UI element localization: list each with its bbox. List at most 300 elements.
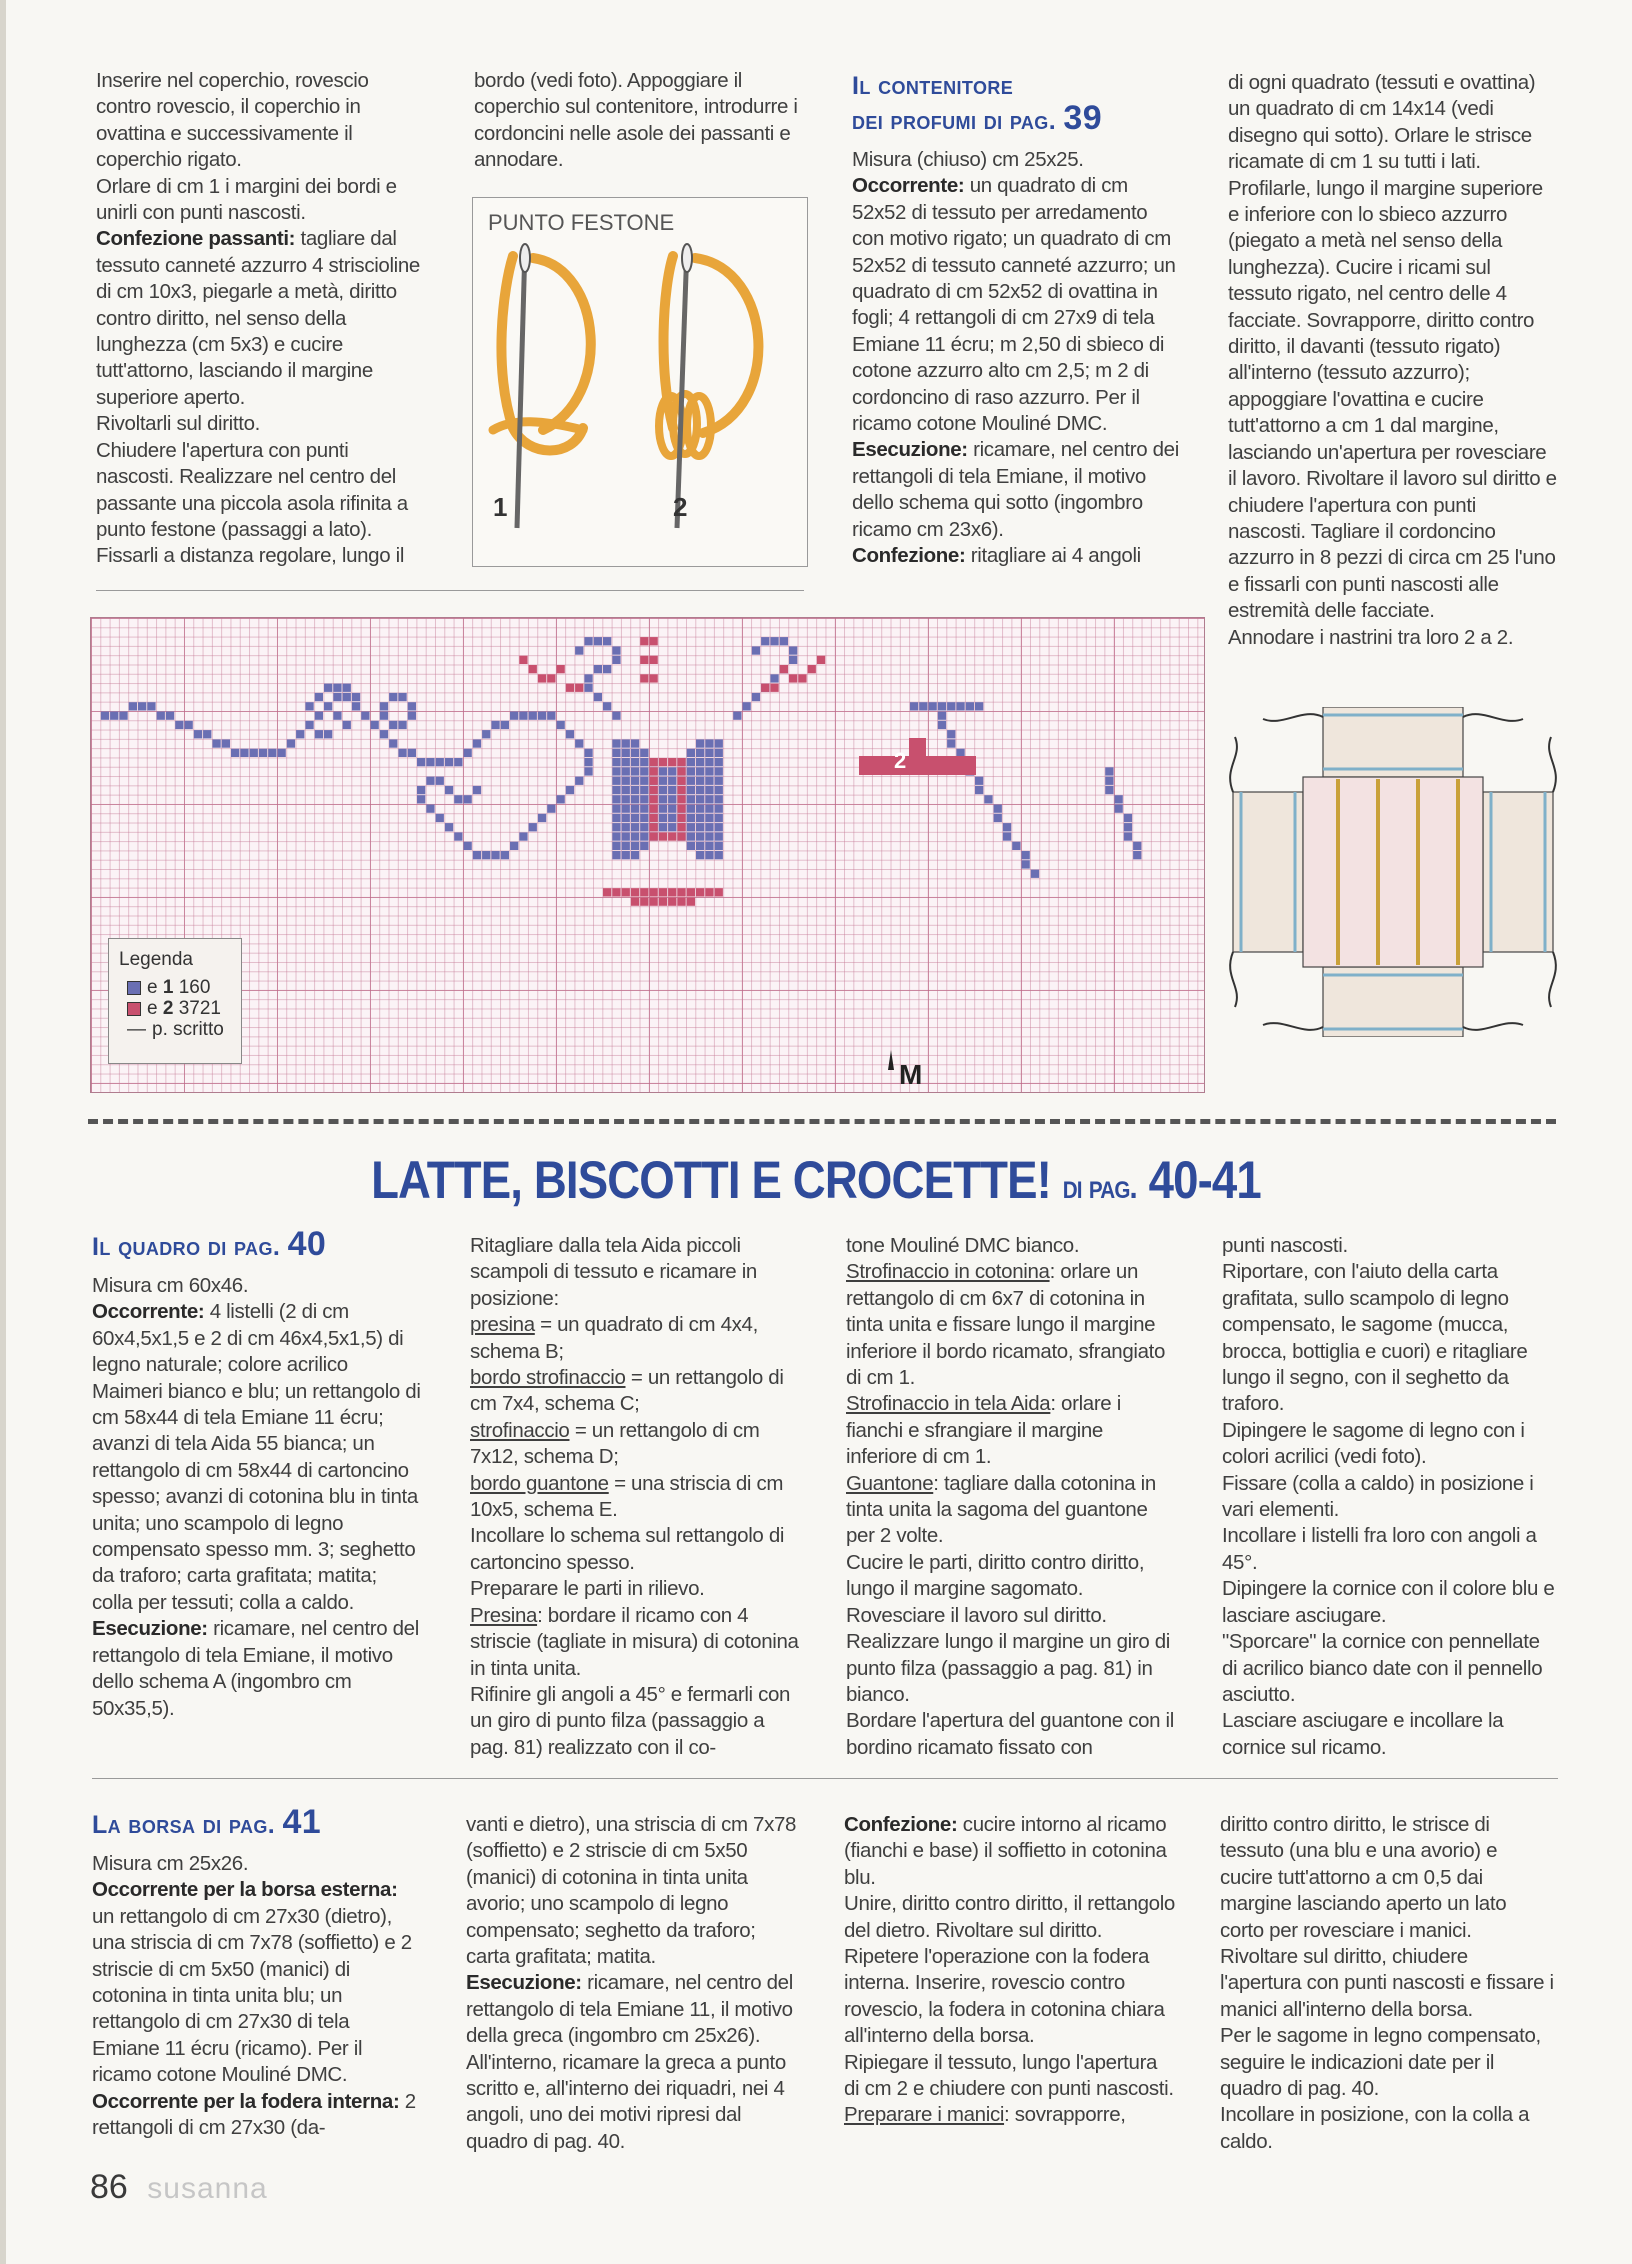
stitch-mark (770, 637, 778, 645)
stitch-mark (770, 684, 778, 692)
stitch-mark (445, 786, 453, 794)
stitch-mark (752, 646, 760, 654)
text: un quadrato di cm 52x52 di tessuto per arredamento con motivo rigato; un quadrato di cm 52x52 di tessuto canneté azzurro; un quadrato di cm 52x52 di ovattina in fogli; 4 rettangoli di cm 27x9 di tela Emiane 11 écru; m 2,50 di sbieco di cotone azzurro alto cm 2,5; m 2 di cordoncino di raso azzurro. Per il ricamo cotone Mouliné DMC. (852, 174, 1176, 436)
stitch-mark (705, 814, 713, 822)
stitch-mark (743, 702, 751, 710)
stitch-mark (566, 730, 574, 738)
stitch-mark (696, 767, 704, 775)
stitch-mark (677, 805, 685, 813)
stitch-mark (491, 721, 499, 729)
stitch-mark (584, 684, 592, 692)
paragraph: Lasciare asciugare e incollare la cornice sul ricamo. (1222, 1709, 1504, 1759)
legend (108, 938, 242, 1064)
stitch-mark (929, 702, 937, 710)
stitch-mark (584, 637, 592, 645)
stitch-mark (333, 712, 341, 720)
stitch-mark (315, 730, 323, 738)
stitch-mark (696, 823, 704, 831)
stitch-mark (789, 646, 797, 654)
stitch-mark (752, 693, 760, 701)
stitch-mark (715, 786, 723, 794)
stitch-mark (622, 814, 630, 822)
paragraph: Chiudere l'apertura con punti nascosti. Realizzare nel centro del passante una piccola asola rifinita a punto festone (passaggi a lato). Fissarli a distanza regolare, lungo il (96, 438, 408, 568)
stitch-mark (622, 767, 630, 775)
stitch-mark (594, 665, 602, 673)
list-item (470, 1471, 800, 1524)
paragraph: Incollare i listelli fra loro con angoli a 45°. (1222, 1524, 1537, 1574)
stitch-mark (631, 758, 639, 766)
stitch-mark (640, 814, 648, 822)
stitch-mark (343, 693, 351, 701)
stitch-mark (687, 758, 695, 766)
stitch-mark (677, 898, 685, 906)
text: cucire intorno al ricamo (fianchi e base) il soffietto in cotonina blu. (844, 1813, 1167, 1889)
page-footer (90, 2168, 268, 2207)
stitch-mark (557, 721, 565, 729)
stitch-mark (705, 842, 713, 850)
text: 4 listelli (2 di cm 60x4,5x1,5 e 2 di cm 46x4,5x1,5) di legno naturale; colore acrilico Maimeri bianco e blu; un rettangolo di cm 58x44 di tela Emiane 11 écru; avanzi di tela Aida 55 bianca; un rettangolo di cm 58x44 di cartoncino spesso; avanzi di cotonina blu in tinta unita; uno scampolo di legno compensato spesso mm. 3; seghetto da traforo; carta grafitata; matita; colla per tessuti; colla a caldo. (92, 1300, 421, 1614)
stitch-mark (482, 730, 490, 738)
stitch-mark (705, 832, 713, 840)
heading-line: Il quadro di pag. (92, 1233, 281, 1261)
stitch-mark (454, 758, 462, 766)
stitch-mark (1105, 777, 1113, 785)
paragraph (96, 226, 426, 411)
paragraph: Inserire nel coperchio, rovescio contro rovescio, il coperchio in ovattina e successivamente il coperchio rigato. (96, 69, 369, 172)
stitch-mark (622, 786, 630, 794)
stitch-mark (612, 823, 620, 831)
stitch-mark (715, 749, 723, 757)
paragraph (844, 1812, 1176, 1891)
punto-festone-diagram (472, 197, 808, 567)
stitch-mark (612, 851, 620, 859)
stitch-mark (398, 749, 406, 757)
stitch-mark (687, 786, 695, 794)
stitch-mark (677, 832, 685, 840)
stitch-mark (640, 749, 648, 757)
stitch-mark (659, 805, 667, 813)
page-number: 86 (90, 2168, 128, 2206)
paragraph: Unire, diritto contro diritto, il rettangolo del dietro. Rivoltare sul diritto. (844, 1892, 1175, 1942)
label: Esecuzione: (466, 1971, 582, 1995)
paragraph: Preparare le parti in rilievo. (470, 1577, 705, 1601)
paragraph (852, 173, 1182, 437)
stitch-mark (659, 795, 667, 803)
section-heading (92, 1803, 422, 1841)
paragraph (92, 2089, 422, 2142)
item-name: bordo strofinaccio (470, 1366, 626, 1390)
item-text: = una striscia di cm 10x5, schema E. (470, 1471, 784, 1522)
stitch-mark (650, 758, 658, 766)
stitch-mark (696, 758, 704, 766)
stitch-mark (696, 888, 704, 896)
stitch-mark (677, 786, 685, 794)
stitch-mark (631, 842, 639, 850)
paragraph (92, 1616, 422, 1722)
stitch-mark (947, 730, 955, 738)
stitch-mark (715, 805, 723, 813)
festone-illustration (473, 198, 807, 566)
stitch-mark (547, 674, 555, 682)
page-title (114, 1150, 1518, 1211)
stitch-mark (305, 721, 313, 729)
stitch-mark (333, 693, 341, 701)
paragraph: Annodare i nastrini tra loro 2 a 2. (1228, 625, 1514, 649)
legend-num: 1 (162, 976, 174, 998)
stitch-mark (677, 767, 685, 775)
stitch-mark (622, 739, 630, 747)
blue-swatch-icon (127, 981, 141, 995)
stitch-mark (668, 805, 676, 813)
stitch-mark (687, 898, 695, 906)
text: un rettangolo di cm 27x30 (dietro), una striscia di cm 7x78 (soffietto) e 2 striscie di cm 5x50 (manici) di cotonina in tinta unita blu; un rettangolo di cm 27x30 di tela Emiane 11 écru (ricamo). Per il ricamo cotone Mouliné DMC. (92, 1904, 412, 2087)
paragraph: Ripiegare il tessuto, lungo l'apertura di cm 2 e chiudere con punti nascosti. (844, 2050, 1174, 2101)
stitch-mark (705, 739, 713, 747)
stitch-mark (612, 888, 620, 896)
stitch-mark (212, 739, 220, 747)
stitch-mark (110, 712, 118, 720)
stitch-mark (780, 637, 788, 645)
stitch-mark (789, 656, 797, 664)
page-ref: 40 (287, 1225, 327, 1263)
stitch-mark (1105, 767, 1113, 775)
stitch-mark (789, 674, 797, 682)
stitch-mark (696, 786, 704, 794)
paragraph (844, 2102, 1176, 2128)
stitch-mark (966, 702, 974, 710)
stitch-mark (501, 851, 509, 859)
stitch-mark (640, 777, 648, 785)
stitch-mark (650, 674, 658, 682)
text: ricamare, nel centro dei rettangoli di tela Emiane, il motivo dello schema qui sotto (ingombro ricamo cm 23x6). (852, 438, 1179, 541)
list-item (470, 1418, 800, 1471)
list-item (470, 1365, 800, 1418)
stitch-mark (584, 758, 592, 766)
stitch-mark (696, 805, 704, 813)
stitch-mark (677, 823, 685, 831)
stitch-mark (1022, 860, 1030, 868)
label: Occorrente: (852, 174, 965, 198)
stitch-mark (677, 758, 685, 766)
paragraph: Dipingere la cornice con il colore blu e lasciare asciugare. (1222, 1577, 1555, 1627)
stitch-mark (705, 777, 713, 785)
paragraph (92, 1299, 422, 1616)
paragraph: Incollare in posizione, con la colla a caldo. (1220, 2103, 1530, 2153)
stitch-mark (770, 674, 778, 682)
legend-prefix: e (147, 976, 158, 998)
paragraph (852, 543, 1182, 569)
item-text: : sovrapporre, (1004, 2103, 1126, 2127)
stitch-mark (640, 656, 648, 664)
stitch-mark (715, 851, 723, 859)
stitch-mark (603, 888, 611, 896)
stitch-mark (808, 665, 816, 673)
stitch-mark (668, 758, 676, 766)
stitch-mark (798, 674, 806, 682)
stitch-mark (687, 795, 695, 803)
stitch-mark (631, 777, 639, 785)
label: Esecuzione: (92, 1617, 208, 1641)
quadro-column-2 (470, 1233, 800, 1761)
stitch-mark (715, 814, 723, 822)
stitch-mark (119, 712, 127, 720)
stitch-mark (1012, 842, 1020, 850)
stitch-mark (1105, 786, 1113, 794)
stitch-mark (640, 786, 648, 794)
stitch-mark (975, 777, 983, 785)
stitch-mark (612, 656, 620, 664)
legend-item (127, 977, 241, 998)
stitch-mark (612, 786, 620, 794)
stitch-mark (640, 767, 648, 775)
list-item (470, 1312, 800, 1365)
stitch-mark (426, 758, 434, 766)
label: Confezione passanti: (96, 227, 296, 251)
magazine-brand: susanna (147, 2172, 268, 2205)
blue-stitches (101, 637, 1142, 878)
stitch-mark (705, 749, 713, 757)
stitch-mark (566, 786, 574, 794)
stitch-mark (650, 637, 658, 645)
stitch-mark (687, 832, 695, 840)
legend-title: Legenda (119, 949, 193, 970)
item-text: : bordare il ricamo con 4 striscie (tagliate in misura) di cotonina in tinta unita. (470, 1603, 799, 1680)
stitch-mark (194, 730, 202, 738)
stitch-mark (324, 702, 332, 710)
stitch-mark (594, 637, 602, 645)
stitch-mark (622, 795, 630, 803)
stitch-mark (705, 888, 713, 896)
stitch-mark (380, 702, 388, 710)
stitch-mark (612, 805, 620, 813)
page-ref: 41 (282, 1803, 322, 1841)
text: ricamare, nel centro del rettangolo di tela Emiane, il motivo dello schema A (ingombro cm 50x35,5). (92, 1617, 419, 1720)
stitch-mark (101, 712, 109, 720)
stitch-mark (333, 684, 341, 692)
paragraph: Rovesciare il lavoro sul diritto. (846, 1603, 1107, 1627)
text: tagliare dal tessuto canneté azzurro 4 striscioline di cm 10x3, piegarle a metà, diritto contro diritto, nel senso della lunghezza (cm 5x3) e cucire tutt'attorno, lasciando il margine superiore aperto. (96, 227, 420, 409)
needle-icon (517, 244, 530, 528)
stitch-mark (380, 712, 388, 720)
stitch-mark (519, 712, 527, 720)
stitch-mark (668, 814, 676, 822)
stitch-mark (715, 842, 723, 850)
stitch-mark (398, 721, 406, 729)
stitch-mark (436, 758, 444, 766)
paragraph: bordo (vedi foto). Appoggiare il coperchio sul contenitore, introdurre i cordoncini nelle asole dei passanti e annodare. (474, 69, 798, 172)
center-label: 2 (894, 748, 907, 773)
top-column-2 (474, 68, 804, 174)
heading-line: dei profumi di pag. (852, 107, 1057, 135)
stitch-mark (705, 786, 713, 794)
step-number: 2 (673, 492, 688, 522)
stitch-mark (622, 805, 630, 813)
stitch-mark (185, 721, 193, 729)
stitch-mark (408, 712, 416, 720)
page-ref: 39 (1063, 99, 1103, 137)
stitch-mark (371, 721, 379, 729)
stitch-mark (473, 786, 481, 794)
stitch-mark (538, 674, 546, 682)
stitch-mark (622, 777, 630, 785)
stitch-mark (436, 777, 444, 785)
stitch-mark (659, 823, 667, 831)
paragraph: Rifinire gli angoli a 45° e fermarli con un giro di punto filza (passaggio a pag. 81) realizzato con il co- (470, 1682, 791, 1759)
item-name: Presina (470, 1603, 538, 1627)
stitch-mark (612, 842, 620, 850)
paragraph: Orlare di cm 1 i margini dei bordi e unirli con punti nascosti. (96, 174, 397, 225)
stitch-mark (947, 739, 955, 747)
stitch-mark (175, 721, 183, 729)
divider (96, 590, 804, 591)
stitch-mark (938, 702, 946, 710)
stitch-mark (659, 777, 667, 785)
stitch-mark (687, 777, 695, 785)
stitch-mark (687, 842, 695, 850)
section-heading (852, 70, 1182, 137)
stitch-mark (584, 767, 592, 775)
divider (92, 1778, 1558, 1779)
stitch-mark (640, 805, 648, 813)
stitch-mark (491, 851, 499, 859)
stitch-mark (631, 851, 639, 859)
item-text: : orlare un rettangolo di cm 6x7 di cotonina in tinta unita e fissare lungo il margine inferiore il bordo ricamato, sfrangiato di cm 1. (846, 1260, 1166, 1390)
item-name: Strofinaccio in tela Aida (846, 1392, 1051, 1416)
heading-line: Il contenitore (852, 72, 1014, 100)
stitch-mark (984, 795, 992, 803)
paragraph: Misura cm 25x26. (92, 1852, 249, 1875)
stitch-mark (705, 805, 713, 813)
stitch-mark (668, 832, 676, 840)
stitch-mark (231, 749, 239, 757)
stitch-mark (677, 777, 685, 785)
stitch-mark (733, 712, 741, 720)
stitch-mark (352, 693, 360, 701)
stitch-mark (668, 786, 676, 794)
stitch-mark (1003, 832, 1011, 840)
stitch-mark (696, 832, 704, 840)
stitch-mark (436, 814, 444, 822)
section-heading (92, 1225, 422, 1263)
stitch-mark (324, 684, 332, 692)
paragraph: di ogni quadrato (tessuti e ovattina) un quadrato di cm 14x14 (vedi disegno qui sotto). Orlare le strisce ricamate di cm 1 su tutti i lati. Profilarle, lungo il margine superiore e inferiore con lo sbieco azzurro (piegato a metà nel senso della lunghezza). Cucire i ricami sul tessuto rigato, nel centro delle 4 facciate. Sovrapporre, diritto contro diritto, il davanti (tessuto rigato) all'interno (tessuto azzurro); appoggiare l'ovattina e cucire tutt'attorno a cm 1 dal margine, lasciando un'apertura per rovesciare il lavoro. Rivoltare il lavoro sul diritto e chiudere l'apertura con punti nascosti. Tagliare il cordoncino azzurro in 8 pezzi di circa cm 25 l'uno e fissarli con punti nascosti alle estremità delle facciate. (1228, 71, 1557, 623)
section-separator (88, 1119, 1556, 1124)
item-text: : tagliare dalla cotonina in tinta unita la sagoma del guantone per 2 volte. (846, 1471, 1156, 1548)
stitch-mark (631, 749, 639, 757)
stitch-mark (1133, 851, 1141, 859)
stitch-mark (389, 721, 397, 729)
stitch-mark (659, 786, 667, 794)
stitch-mark (408, 749, 416, 757)
stitch-mark (138, 702, 146, 710)
stitch-mark (380, 730, 388, 738)
stitch-mark (603, 637, 611, 645)
legend-num: 2 (162, 997, 174, 1019)
stitch-mark (631, 832, 639, 840)
step-number: 1 (493, 492, 508, 522)
stitch-mark (594, 693, 602, 701)
legend-code: p. scritto (152, 1018, 224, 1040)
stitch-mark (612, 758, 620, 766)
stitch-mark (715, 823, 723, 831)
box-net-diagram (1223, 707, 1563, 1037)
legend-prefix: e (147, 997, 158, 1019)
stitch-mark (668, 888, 676, 896)
stitch-mark (464, 795, 472, 803)
stitch-mark (956, 702, 964, 710)
stitch-mark (780, 665, 788, 673)
stitch-mark (938, 721, 946, 729)
stitch-mark (677, 814, 685, 822)
stitch-mark (640, 898, 648, 906)
paragraph (846, 1391, 1178, 1470)
title-suffix: di pag. (1062, 1168, 1137, 1206)
top-column-3 (852, 70, 1182, 570)
stitch-mark (696, 739, 704, 747)
stitch-mark (147, 702, 155, 710)
stitch-mark (687, 749, 695, 757)
text: ricamare, nel centro del rettangolo di tela Emiane 11, il motivo della greca (ingombro cm 25x26). All'interno, ricamare la greca a punto scritto e, all'interno dei riquadri, nei 4 angoli, uno dei motivi ripresi dal quadro di pag. 40. (466, 1971, 793, 2153)
stitch-mark (501, 721, 509, 729)
stitch-mark (454, 795, 462, 803)
label: Occorrente: (92, 1300, 205, 1324)
quadro-column-4 (1222, 1233, 1558, 1761)
paragraph: Realizzare lungo il margine un giro di punto filza (passaggio a pag. 81) in bianco. (846, 1630, 1170, 1706)
stitch-mark (1115, 795, 1123, 803)
stitch-mark (557, 795, 565, 803)
stitch-mark (250, 749, 258, 757)
stitch-mark (631, 767, 639, 775)
stitch-mark (696, 842, 704, 850)
paragraph (846, 1471, 1178, 1550)
stitch-mark (715, 888, 723, 896)
stitch-mark (287, 739, 295, 747)
stitch-mark (278, 749, 286, 757)
stitch-mark (575, 739, 583, 747)
text: ritagliare ai 4 angoli (965, 544, 1141, 568)
chart-motif (91, 618, 1204, 1092)
stitch-mark (687, 814, 695, 822)
stitch-mark (687, 888, 695, 896)
diagram-title: PUNTO FESTONE (488, 210, 675, 235)
paragraph: punti nascosti. (1222, 1234, 1348, 1257)
label: Occorrente per la borsa esterna: (92, 1878, 398, 1902)
borsa-column-4 (1220, 1812, 1554, 2155)
stitch-mark (529, 665, 537, 673)
stitch-mark (640, 888, 648, 896)
item-name: Strofinaccio in cotonina (846, 1260, 1050, 1284)
paragraph: Rivoltarli sul diritto. (96, 412, 260, 436)
stitch-mark (631, 739, 639, 747)
label: Confezione: (852, 544, 966, 568)
stitch-mark (631, 823, 639, 831)
stitch-mark (1124, 823, 1132, 831)
stitch-mark (222, 739, 230, 747)
paragraph (852, 437, 1182, 543)
stitch-mark (566, 684, 574, 692)
stitch-mark (612, 814, 620, 822)
paragraph (466, 1970, 798, 2155)
stitch-mark (659, 767, 667, 775)
stitch-mark (696, 795, 704, 803)
stitch-mark (715, 777, 723, 785)
legend-code: 160 (178, 976, 211, 998)
stitch-mark (947, 702, 955, 710)
text: 2 rettangoli di cm 27x30 (da- (92, 2089, 416, 2140)
stitch-mark (631, 795, 639, 803)
stitch-mark (715, 739, 723, 747)
stitch-mark (622, 842, 630, 850)
